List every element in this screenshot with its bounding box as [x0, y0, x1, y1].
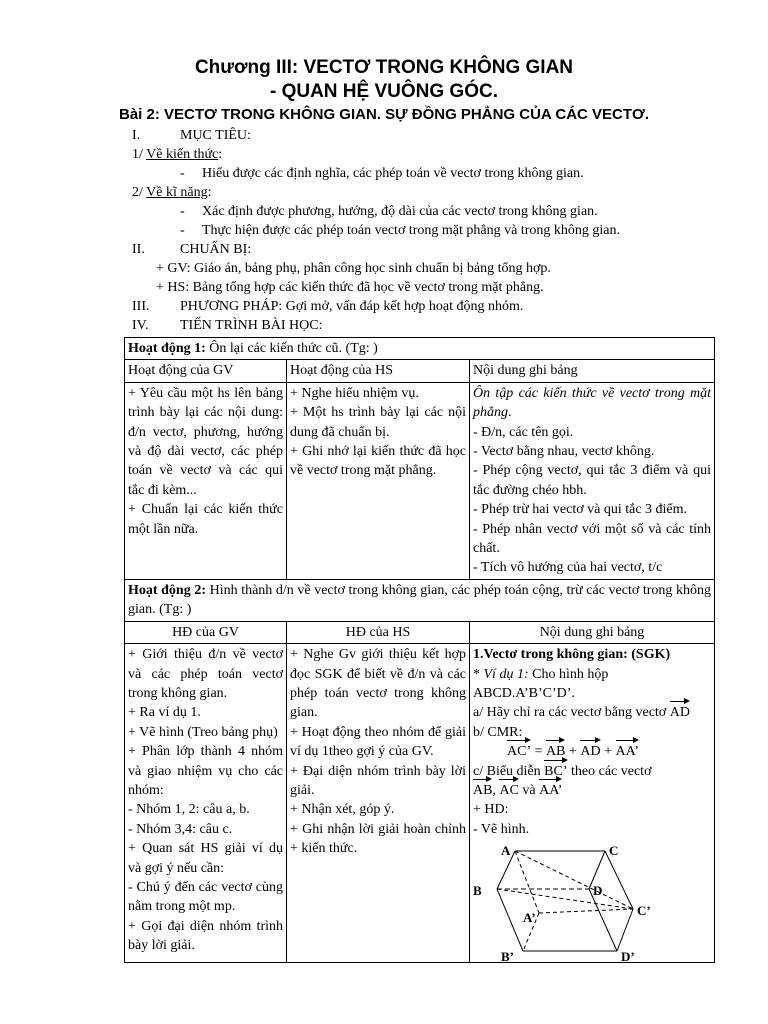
- knowledge-heading: 1/ Về kiến thức:: [132, 147, 223, 162]
- vertex-label-a-prime: A’: [523, 910, 536, 926]
- example-part-b-equation: AC’ = AB + AD + AA’: [473, 742, 711, 761]
- skills-item: - Xác định được phương, hướng, độ dài của các vectơ trong không gian.: [180, 204, 598, 219]
- section-objectives: I. MỤC TIÊU:: [132, 128, 251, 143]
- col-teacher: HĐ của GV: [125, 621, 287, 643]
- draw-figure-note: - Vẽ hình.: [473, 821, 530, 837]
- activity-1-header: [125, 338, 715, 360]
- example-part-c: c/ Biểu diễn BC’ theo các vectơ: [473, 762, 711, 781]
- lesson-table: [124, 337, 715, 963]
- lesson-title: Bài 2: VECTƠ TRONG KHÔNG GIAN. SỰ ĐỒNG PHẲNG CỦA CÁC VECTƠ.: [118, 106, 649, 123]
- vertex-label-c-prime: C’: [637, 903, 651, 919]
- col-content: Nội dung ghi bảng: [470, 621, 715, 643]
- chapter-title: Chương III: VECTƠ TRONG KHÔNG GIAN: [194, 57, 574, 78]
- example-part-a: a/ Hãy chỉ ra các vectơ bằng vectơ AD: [473, 703, 711, 722]
- example-part-c-vectors: AB, AC và AA’: [473, 781, 711, 800]
- activity-1-label: Hoạt động 1:: [128, 341, 206, 356]
- col-student: Hoạt động của HS: [287, 360, 470, 382]
- col-teacher: Hoạt động của GV: [125, 360, 287, 382]
- prep-teacher: + GV: Giáo án, bảng phụ, phân công học sinh chuẩn bị bảng tổng hợp.: [156, 261, 551, 276]
- section-preparation: II. CHUẨN BỊ:: [132, 242, 252, 257]
- col-student: HĐ của HS: [287, 621, 470, 643]
- activity-2-body: [125, 644, 715, 963]
- activity-2-content: [470, 644, 715, 963]
- activity-2-text: Hình thành d/n về vectơ trong không gian, các phép toán cộng, trừ các vectơ trong không gian. (Tg: ): [128, 582, 712, 618]
- parallelepiped-figure: [473, 843, 711, 961]
- knowledge-item: - Hiểu được các định nghĩa, các phép toán về vectơ trong không gian.: [180, 166, 584, 181]
- activity-2-label: Hoạt động 2:: [128, 582, 206, 598]
- hint-label: + HD:: [473, 802, 509, 818]
- section-method: III. PHƯƠNG PHÁP: Gợi mở, vấn đáp kết hợp hoạt động nhóm.: [132, 299, 524, 314]
- activity-1-student: + Nghe hiểu nhiệm vụ. + Một hs trình bày lại các nội dung đã chuẩn bị. + Ghi nhớ lại kiến thức đã học về vectơ trong mặt phẳng.: [287, 382, 470, 579]
- vertex-label-d-prime: D’: [621, 949, 635, 962]
- activity-1-teacher: + Yêu cầu một hs lên bảng trình bày lại các nội dung: đ/n vectơ, phương, hướng và độ dài vectơ, các phép toán về vectơ và các qui tắc đi kèm... + Chuẩn lại các kiến thức một lần nữa.: [125, 382, 287, 579]
- skills-item: - Thực hiện được các phép toán vectơ trong mặt phẳng và trong không gian.: [180, 223, 620, 238]
- prep-students: + HS: Bảng tổng hợp các kiến thức đã học về vectơ trong mặt phẳng.: [156, 280, 544, 295]
- activity-2-teacher: + Giới thiệu đ/n về vectơ và các phép toán vectơ trong không gian. + Ra ví dụ 1. + Vẽ hình (Treo bảng phụ) + Phân lớp thành 4 nhóm và giao nhiệm vụ cho các nhóm: - Nhóm 1, 2: câu a, b. - Nhóm 3,4: câu c. + Quan sát HS giải ví dụ và gợi ý nếu cần: - Chú ý đến các vectơ cùng nằm trong một mp. + Gọi đại diện nhóm trình bày lời giải.: [125, 644, 287, 963]
- vertex-label-b-prime: B’: [501, 949, 514, 962]
- skills-heading: 2/ Về kĩ năng:: [132, 185, 212, 200]
- example-1: * Ví dụ 1: Cho hình hộp ABCD.A’B’C’D’.: [473, 666, 609, 701]
- lesson-outline: [132, 126, 732, 335]
- vector-ad: AD: [670, 703, 690, 722]
- vertex-label-b: B: [473, 883, 482, 899]
- activity-2-student: + Nghe Gv giới thiệu kết hợp đọc SGK để biết về đ/n và các phép toán vectơ trong không gian. + Hoạt động theo nhóm để giải ví dụ 1theo gợi ý của GV. + Đại diện nhóm trình bày lời giải. + Nhận xét, góp ý. + Ghi nhận lời giải hoàn chỉnh + kiến thức.: [287, 644, 470, 963]
- content-heading: 1.Vectơ trong không gian: (SGK): [473, 647, 671, 663]
- activity-1-columns: [125, 360, 715, 382]
- vertex-label-a: A: [501, 843, 511, 859]
- activity-1-content: Ôn tập các kiến thức về vectơ trong mặt phẳng. - Đ/n, các tên gọi. - Vectơ bằng nhau, vectơ không. - Phép cộng vectơ, qui tắc 3 điểm và qui tắc đường chéo hbh. - Phép trừ hai vectơ và qui tắc 3 điểm. - Phép nhân vectơ với một số và các tính chất. - Tích vô hướng của hai vectơ, t/c: [470, 382, 715, 579]
- vertex-label-d: D: [593, 883, 603, 899]
- activity-1-body: [125, 382, 715, 579]
- activity-2-columns: [125, 621, 715, 643]
- vertex-label-c: C: [609, 843, 619, 859]
- example-part-b-label: b/ CMR:: [473, 724, 523, 740]
- activity-1-text: Ôn lại các kiến thức cũ. (Tg: ): [205, 341, 378, 356]
- col-content: Nội dung ghi bảng: [470, 360, 715, 382]
- chapter-subtitle: - QUAN HỆ VUÔNG GÓC.: [269, 81, 498, 102]
- activity-2-header: [125, 579, 715, 621]
- section-process: IV. TIẾN TRÌNH BÀI HỌC:: [132, 318, 323, 333]
